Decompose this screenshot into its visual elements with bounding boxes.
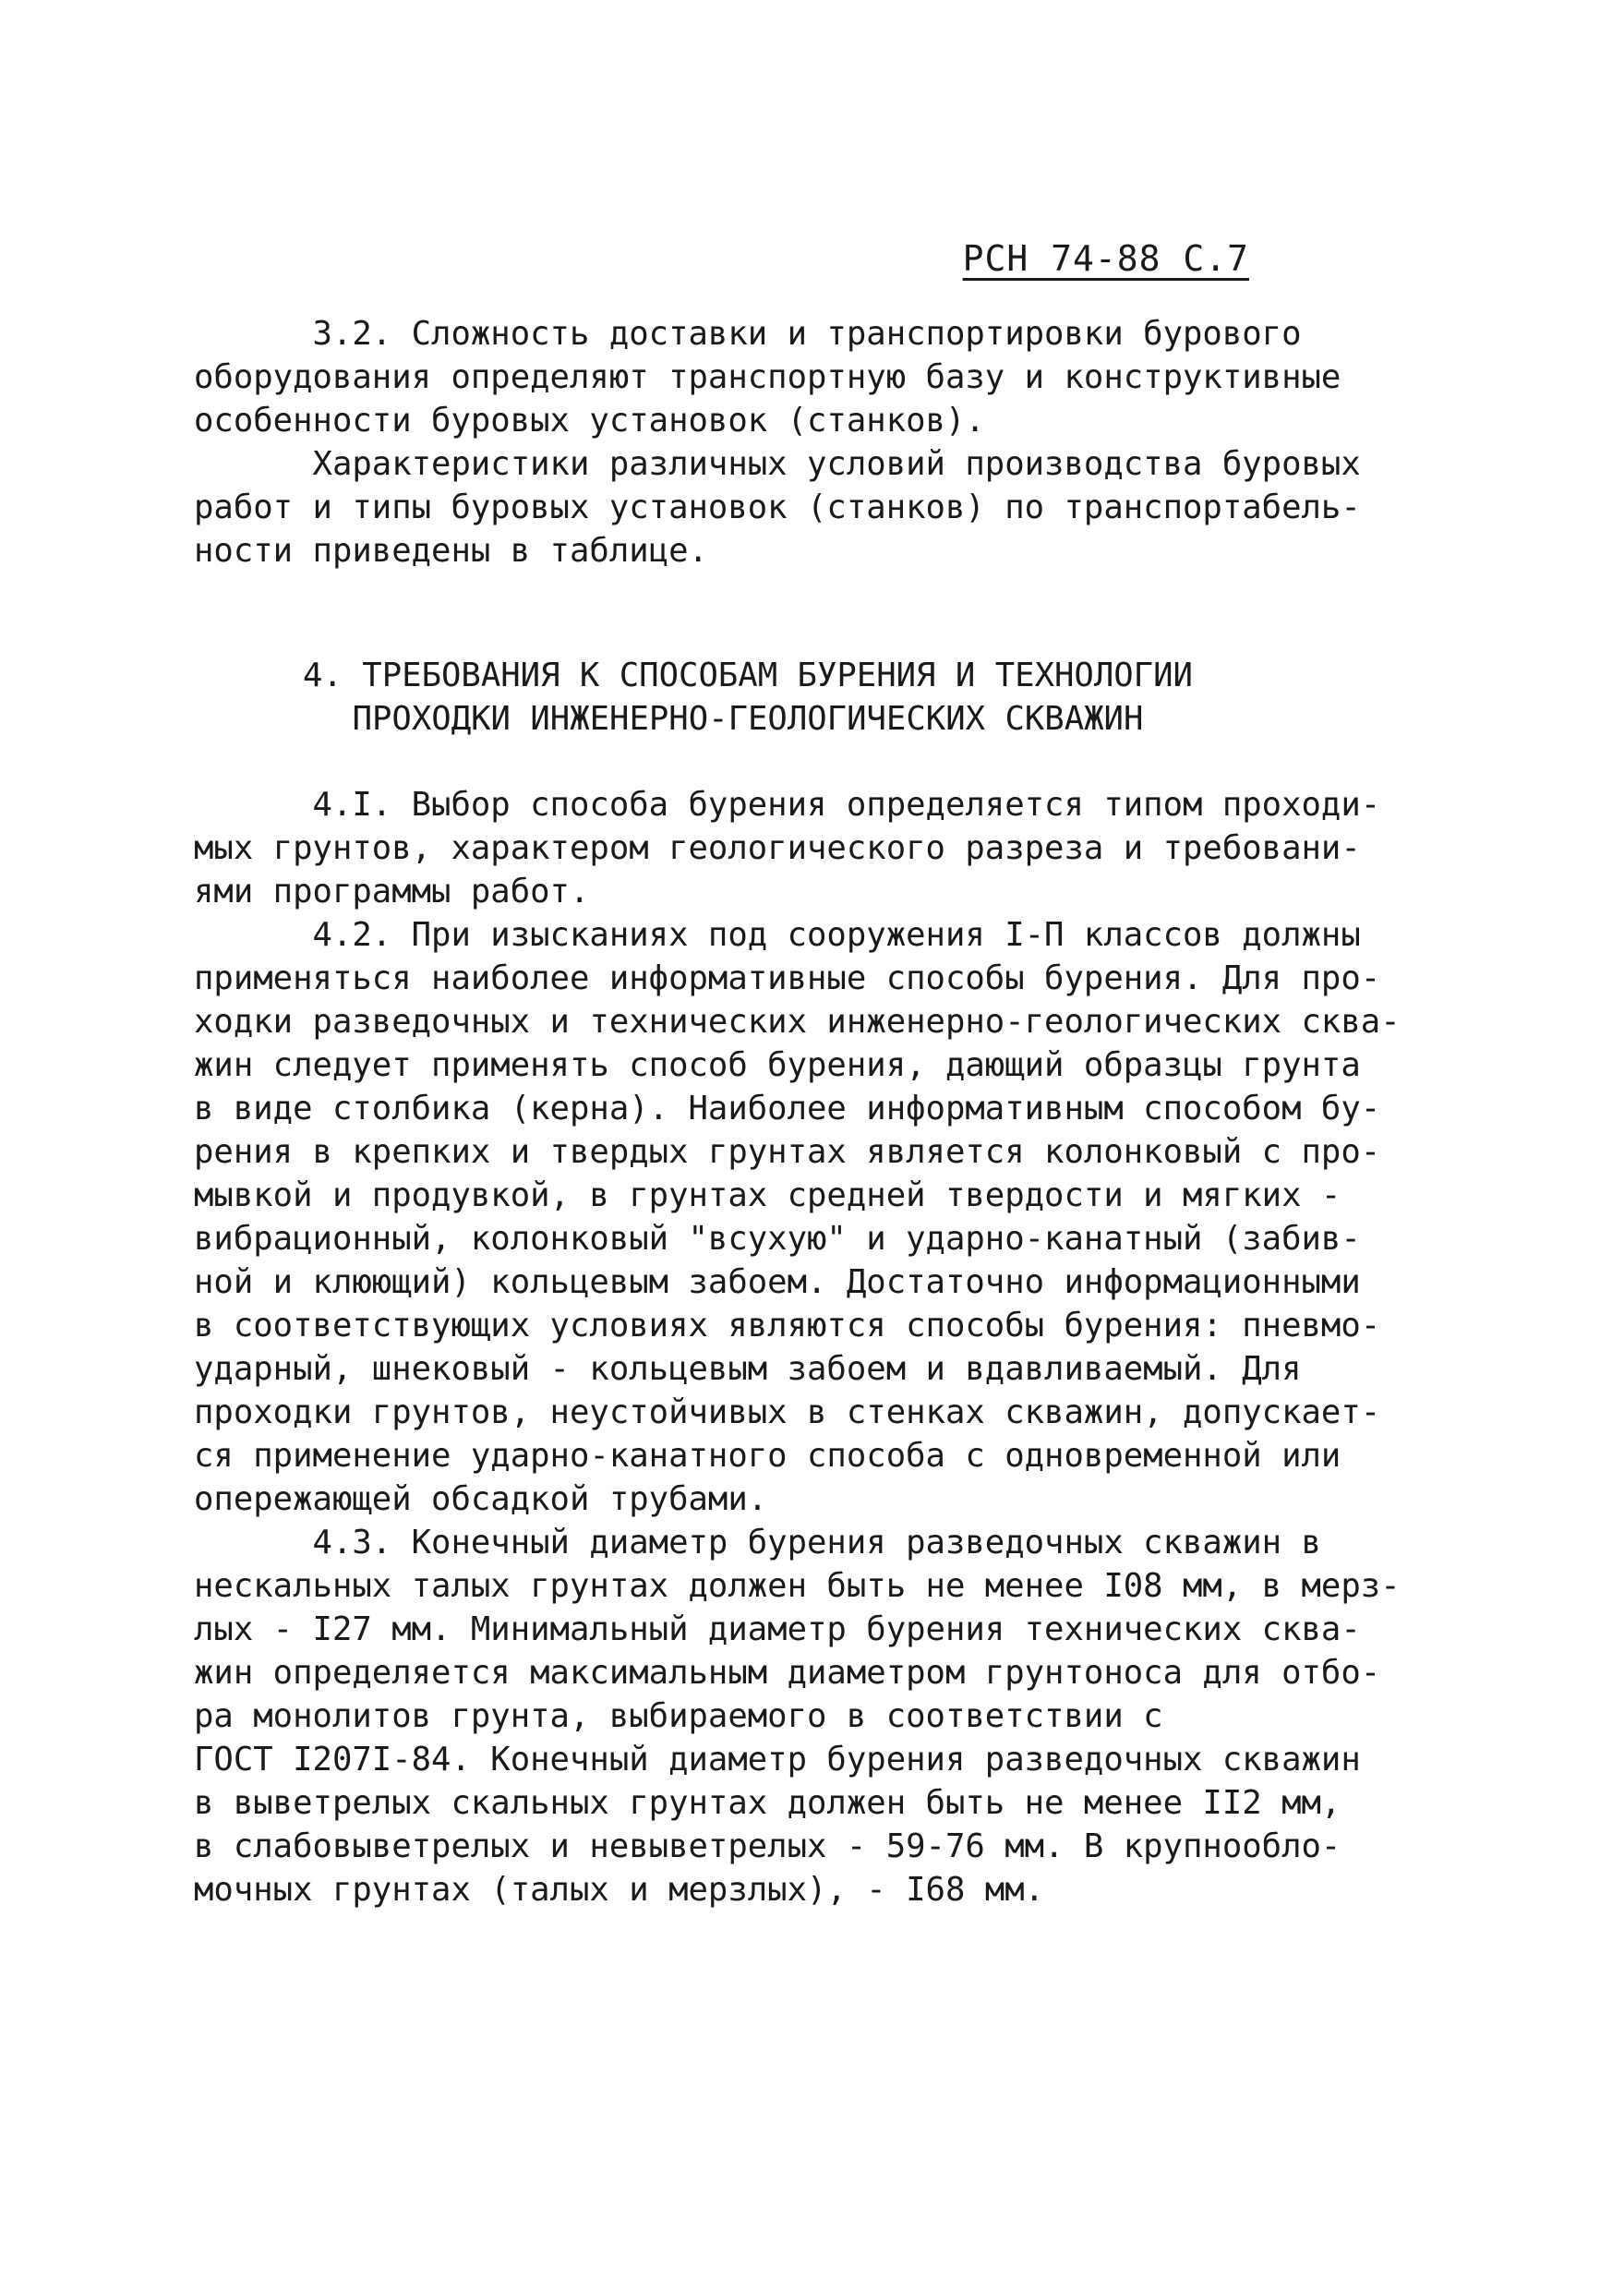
text-line: в соответствующих условиях являются способы бурения: пневмо-: [194, 1307, 1381, 1344]
section-3-text: [194, 312, 1468, 573]
text-line: в виде столбика (керна). Наиболее информативным способом бу-: [194, 1090, 1381, 1127]
text-line: ной и клюющий) кольцевым забоем. Достаточно информационными: [194, 1263, 1361, 1301]
section-4-text: [194, 783, 1468, 1911]
text-line: ями программы работ.: [194, 873, 590, 910]
text-line: лых - I27 мм. Минимальный диаметр бурения технических сква-: [194, 1610, 1361, 1648]
text-line: 3.2. Сложность доставки и транспортировки бурового: [194, 315, 1302, 353]
page-header-reference: РСН 74-88 С.7: [962, 238, 1249, 279]
text-line: ра монолитов грунта, выбираемого в соответствии с: [194, 1697, 1163, 1735]
text-line: применяться наиболее информативные способы бурения. Для про-: [194, 959, 1381, 997]
text-line: жин следует применять способ бурения, дающий образцы грунта: [194, 1046, 1361, 1084]
text-line: мочных грунтах (талых и мерзлых), - I68 мм.: [194, 1871, 1045, 1909]
heading-line: ПРОХОДКИ ИНЖЕНЕРНО-ГЕОЛОГИЧЕСКИХ СКВАЖИН: [352, 700, 1144, 738]
text-line: ходки разведочных и технических инженерно-геологических сква-: [194, 1003, 1401, 1041]
text-line: оборудования определяют транспортную базу и конструктивные: [194, 358, 1341, 396]
text-line: в слабовыветрелых и невыветрелых - 59-76 мм. В крупнообло-: [194, 1827, 1341, 1865]
text-line: вибрационный, колонковый "всухую" и ударно-канатный (забив-: [194, 1220, 1361, 1258]
text-line: мых грунтов, характером геологического разреза и требовани-: [194, 829, 1361, 867]
text-line: нескальных талых грунтах должен быть не менее I08 мм, в мерз-: [194, 1567, 1401, 1605]
text-line: работ и типы буровых установок (станков) по транспортабель-: [194, 488, 1361, 526]
text-line: мывкой и продувкой, в грунтах средней твердости и мягких -: [194, 1176, 1341, 1214]
text-line: Характеристики различных условий производства буровых: [194, 445, 1361, 483]
text-line: 4.3. Конечный диаметр бурения разведочных скважин в: [194, 1524, 1321, 1561]
text-line: ности приведены в таблице.: [194, 532, 708, 570]
text-line: опережающей обсадкой трубами.: [194, 1480, 768, 1518]
text-line: ударный, шнековый - кольцевым забоем и вдавливаемый. Для: [194, 1350, 1302, 1388]
text-line: ся применение ударно-канатного способа с одновременной или: [194, 1437, 1341, 1475]
text-line: жин определяется максимальным диаметром грунтоноса для отбо-: [194, 1654, 1381, 1692]
heading-line: 4. ТРЕБОВАНИЯ К СПОСОБАМ БУРЕНИЯ И ТЕХНОЛОГИИ: [303, 657, 1193, 694]
text-line: проходки грунтов, неустойчивых в стенках скважин, допускает-: [194, 1393, 1381, 1431]
text-line: 4.2. При изысканиях под сооружения I-П классов должны: [194, 916, 1361, 954]
text-line: ГОСТ I207I-84. Конечный диаметр бурения разведочных скважин: [194, 1741, 1361, 1779]
text-line: в выветрелых скальных грунтах должен быть не менее II2 мм,: [194, 1784, 1341, 1822]
text-line: 4.I. Выбор способа бурения определяется типом проходи-: [194, 786, 1381, 824]
text-line: рения в крепких и твердых грунтах является колонковый с про-: [194, 1133, 1381, 1171]
text-line: особенности буровых установок (станков).: [194, 402, 985, 440]
section-4-heading: [194, 654, 1302, 741]
